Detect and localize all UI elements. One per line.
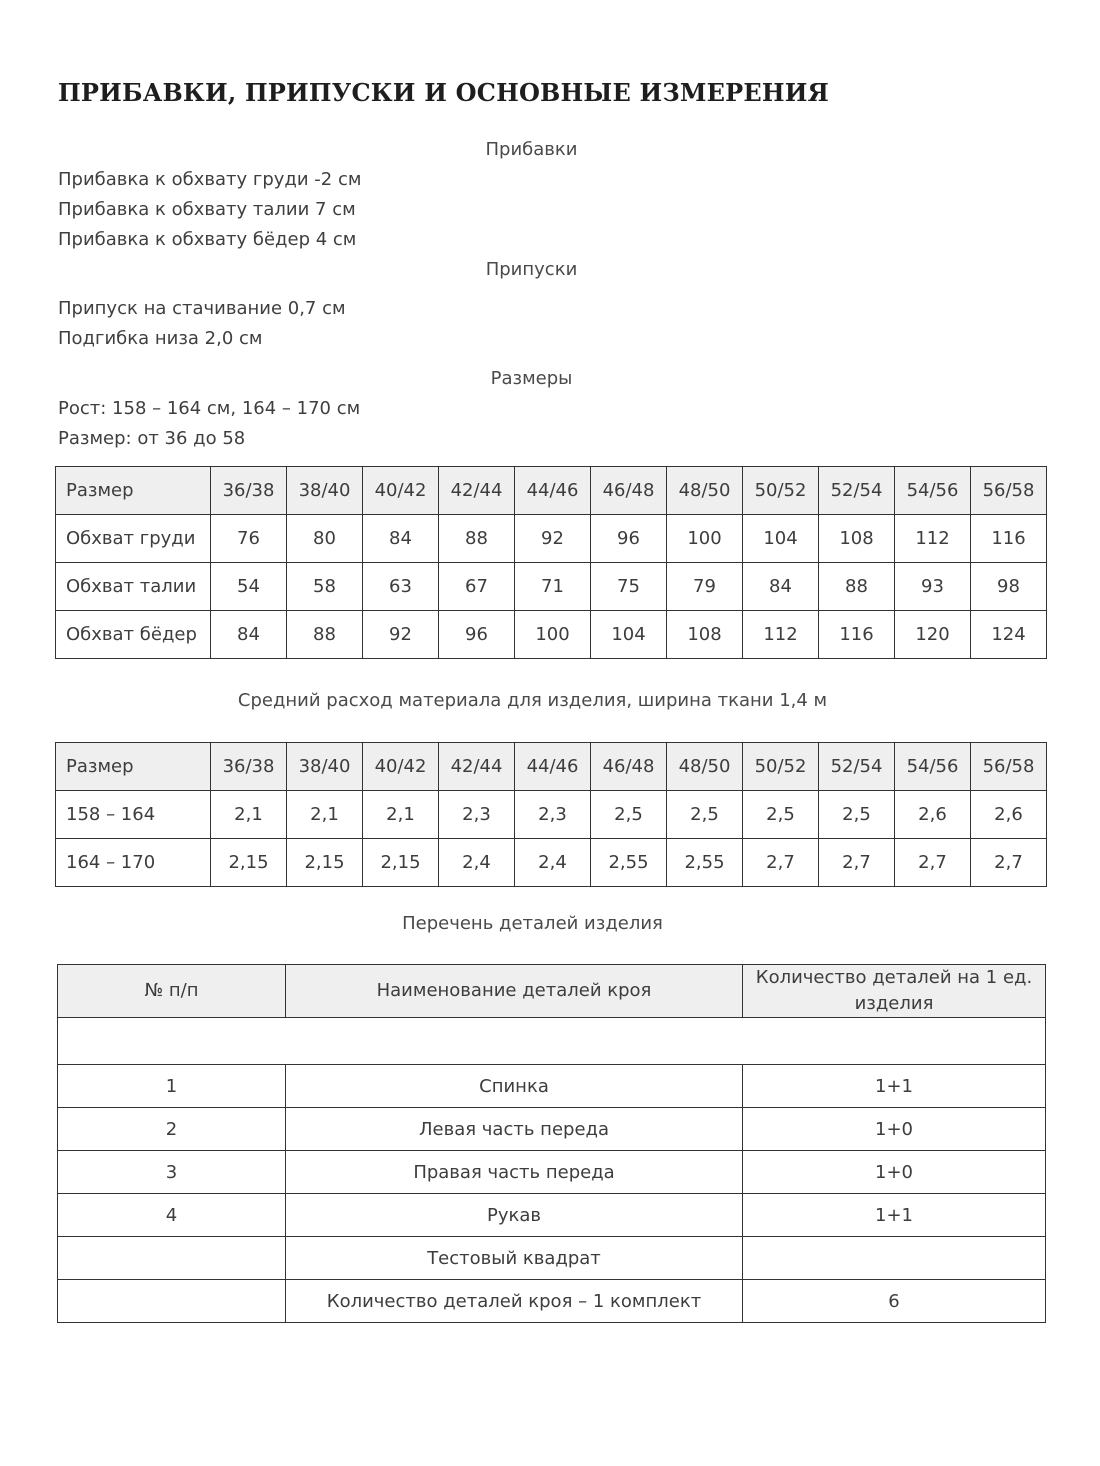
table-row <box>58 1108 1046 1151</box>
header-cell: 36/38 <box>211 467 287 515</box>
table-cell: 2,1 <box>363 791 439 839</box>
header-cell: 46/48 <box>591 743 667 791</box>
header-cell: 54/56 <box>895 743 971 791</box>
seams-heading: Припуски <box>485 259 578 280</box>
table-cell: 1+1 <box>743 1065 1046 1108</box>
table-cell: 2,15 <box>211 839 287 887</box>
row-label: Обхват талии <box>56 563 211 611</box>
table-cell: Тестовый квадрат <box>286 1237 743 1280</box>
table-cell: Количество деталей кроя – 1 комплект <box>286 1280 743 1323</box>
table-cell: 2 <box>58 1108 286 1151</box>
table-cell: 104 <box>743 515 819 563</box>
header-cell: 42/44 <box>439 743 515 791</box>
table-cell: 2,3 <box>515 791 591 839</box>
table-cell: 63 <box>363 563 439 611</box>
header-cell: 52/54 <box>819 467 895 515</box>
table-cell: 2,7 <box>971 839 1047 887</box>
table-cell: 2,7 <box>895 839 971 887</box>
size-line: Размер: от 36 до 58 <box>58 428 246 449</box>
table-cell: 2,4 <box>515 839 591 887</box>
table-cell: 2,7 <box>743 839 819 887</box>
row-label: 164 – 170 <box>56 839 211 887</box>
table-cell: Левая часть переда <box>286 1108 743 1151</box>
table-cell: Спинка <box>286 1065 743 1108</box>
header-cell: Количество деталей на 1 ед. изделия <box>743 965 1046 1018</box>
row-label: 158 – 164 <box>56 791 211 839</box>
table-cell: 92 <box>363 611 439 659</box>
allowances-heading: Прибавки <box>485 139 578 160</box>
header-cell: 48/50 <box>667 743 743 791</box>
table-cell: 1+1 <box>743 1194 1046 1237</box>
empty-cell <box>58 1018 1046 1065</box>
table-cell: 84 <box>211 611 287 659</box>
table-cell: 92 <box>515 515 591 563</box>
allowance-line: Прибавка к обхвату талии 7 см <box>58 199 356 220</box>
parts-heading: Перечень деталей изделия <box>402 913 663 934</box>
table-row <box>56 839 1047 887</box>
header-cell: 50/52 <box>743 743 819 791</box>
table-row <box>58 1237 1046 1280</box>
table-cell: 100 <box>667 515 743 563</box>
table-cell: 4 <box>58 1194 286 1237</box>
header-cell: 48/50 <box>667 467 743 515</box>
table-cell <box>743 1237 1046 1280</box>
header-cell: 46/48 <box>591 467 667 515</box>
header-cell: 44/46 <box>515 467 591 515</box>
table-row <box>58 1280 1046 1323</box>
table-cell: 84 <box>363 515 439 563</box>
header-cell: Наименование деталей кроя <box>286 965 743 1018</box>
table-row <box>56 563 1047 611</box>
header-cell: 38/40 <box>287 467 363 515</box>
table-cell: 1 <box>58 1065 286 1108</box>
table-header-row <box>56 467 1047 515</box>
table-cell: 2,5 <box>667 791 743 839</box>
seam-line: Подгибка низа 2,0 см <box>58 328 263 349</box>
measurements-table <box>55 466 1047 659</box>
table-cell: 2,55 <box>591 839 667 887</box>
table-cell: 71 <box>515 563 591 611</box>
header-cell: 40/42 <box>363 467 439 515</box>
table-cell: 2,5 <box>819 791 895 839</box>
table-cell: 116 <box>971 515 1047 563</box>
table-cell <box>58 1280 286 1323</box>
header-cell: Размер <box>56 743 211 791</box>
table-cell: 58 <box>287 563 363 611</box>
table-cell: 2,5 <box>591 791 667 839</box>
consumption-table <box>55 742 1047 887</box>
table-cell: 54 <box>211 563 287 611</box>
table-cell: 2,15 <box>287 839 363 887</box>
table-cell: 2,1 <box>211 791 287 839</box>
table-cell: 100 <box>515 611 591 659</box>
table-cell: 96 <box>439 611 515 659</box>
table-cell: 2,6 <box>971 791 1047 839</box>
table-cell: 1+0 <box>743 1108 1046 1151</box>
table-cell: 2,3 <box>439 791 515 839</box>
table-cell: 124 <box>971 611 1047 659</box>
table-cell: 80 <box>287 515 363 563</box>
table-cell: 3 <box>58 1151 286 1194</box>
table-header-row <box>58 965 1046 1018</box>
header-cell: 54/56 <box>895 467 971 515</box>
header-cell: 42/44 <box>439 467 515 515</box>
size-line: Рост: 158 – 164 см, 164 – 170 см <box>58 398 361 419</box>
table-cell: 88 <box>439 515 515 563</box>
table-cell: 112 <box>743 611 819 659</box>
header-cell: 40/42 <box>363 743 439 791</box>
table-cell: 67 <box>439 563 515 611</box>
table-row <box>56 515 1047 563</box>
table-cell: 79 <box>667 563 743 611</box>
table-cell: 104 <box>591 611 667 659</box>
header-cell: 50/52 <box>743 467 819 515</box>
row-label: Обхват бёдер <box>56 611 211 659</box>
table-cell: 96 <box>591 515 667 563</box>
table-header-row <box>56 743 1047 791</box>
table-cell: 76 <box>211 515 287 563</box>
header-cell: 56/58 <box>971 743 1047 791</box>
table-cell: 116 <box>819 611 895 659</box>
table-cell: Рукав <box>286 1194 743 1237</box>
header-cell: 44/46 <box>515 743 591 791</box>
table-cell: 88 <box>819 563 895 611</box>
table-cell: 108 <box>819 515 895 563</box>
header-cell: 36/38 <box>211 743 287 791</box>
table-row <box>58 1151 1046 1194</box>
header-cell: 52/54 <box>819 743 895 791</box>
table-cell: 93 <box>895 563 971 611</box>
seam-line: Припуск на стачивание 0,7 см <box>58 298 346 319</box>
table-cell: 1+0 <box>743 1151 1046 1194</box>
allowance-line: Прибавка к обхвату груди -2 см <box>58 169 362 190</box>
table-cell: 2,15 <box>363 839 439 887</box>
table-cell: 75 <box>591 563 667 611</box>
table-cell: 88 <box>287 611 363 659</box>
header-cell: № п/п <box>58 965 286 1018</box>
table-cell: Правая часть переда <box>286 1151 743 1194</box>
table-cell: 2,55 <box>667 839 743 887</box>
table-cell: 2,7 <box>819 839 895 887</box>
row-label: Обхват груди <box>56 515 211 563</box>
page-title: ПРИБАВКИ, ПРИПУСКИ И ОСНОВНЫЕ ИЗМЕРЕНИЯ <box>58 78 830 107</box>
table-row <box>58 1065 1046 1108</box>
header-cell: Размер <box>56 467 211 515</box>
table-row <box>56 791 1047 839</box>
table-cell: 112 <box>895 515 971 563</box>
table-row <box>58 1194 1046 1237</box>
header-cell: 56/58 <box>971 467 1047 515</box>
empty-row <box>58 1018 1046 1065</box>
table-cell: 2,1 <box>287 791 363 839</box>
table-cell: 120 <box>895 611 971 659</box>
consumption-heading: Средний расход материала для изделия, ширина ткани 1,4 м <box>237 690 828 711</box>
table-cell: 2,4 <box>439 839 515 887</box>
table-cell <box>58 1237 286 1280</box>
sizes-heading: Размеры <box>490 368 573 389</box>
table-cell: 98 <box>971 563 1047 611</box>
allowance-line: Прибавка к обхвату бёдер 4 см <box>58 229 357 250</box>
table-cell: 6 <box>743 1280 1046 1323</box>
table-cell: 84 <box>743 563 819 611</box>
parts-table <box>57 964 1046 1323</box>
table-cell: 2,5 <box>743 791 819 839</box>
table-row <box>56 611 1047 659</box>
table-cell: 2,6 <box>895 791 971 839</box>
table-cell: 108 <box>667 611 743 659</box>
header-cell: 38/40 <box>287 743 363 791</box>
